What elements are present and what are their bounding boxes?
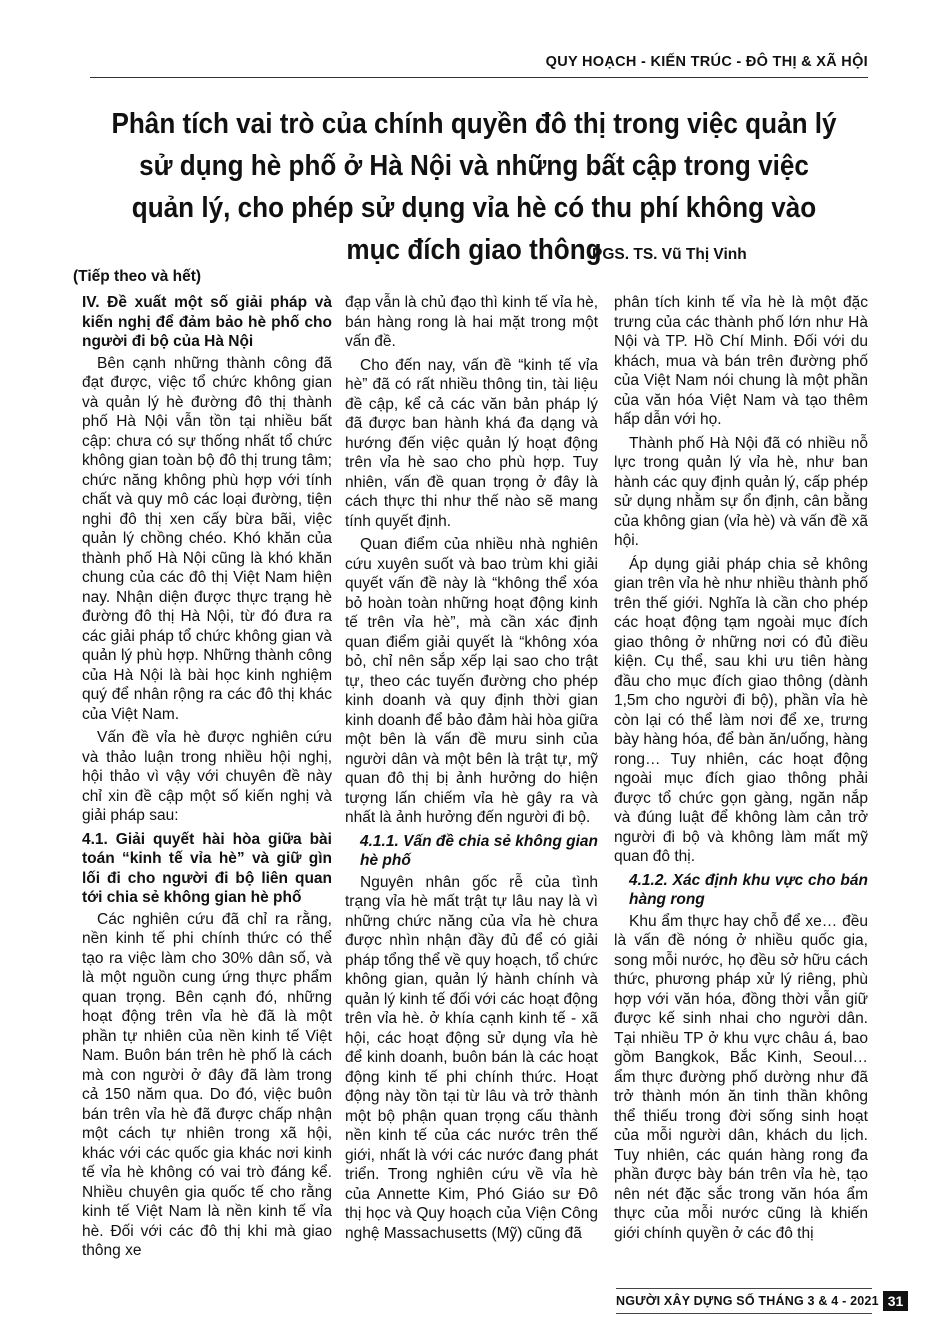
author: PGS. TS. Vũ Thị Vinh xyxy=(592,246,747,263)
page-footer xyxy=(616,1288,904,1314)
column-2 xyxy=(345,293,598,1247)
article-title: Phân tích vai trò của chính quyền đô thị trong việc quản lý sử dụng hè phố ở Hà Nội và những bất cập trong việc quản lý, cho phép sử dụng vỉa hè có thu phí không vào mục đích giao thông xyxy=(111,108,837,266)
paragraph: Vấn đề vỉa hè được nghiên cứu và thảo luận trong nhiều hội nghị, hội thảo vì vậy với chuyên đề này chỉ xin đề cập một số kiến nghị và giải pháp sau: xyxy=(82,729,332,824)
paragraph: Cho đến nay, vấn đề “kinh tế vỉa hè” đã có rất nhiều thông tin, tài liệu đề cập, kể cả các văn bản pháp lý đã được ban hành khá đa dạng và hướng đến việc quản lý hoạt động trên vỉa hè sao cho phù hợp. Tuy nhiên, vấn đề quan trọng ở đây là cách thực thi như thế nào sẽ mang tính quyết định. xyxy=(345,356,598,530)
paragraph: phân tích kinh tế vỉa hè là một đặc trưng của các thành phố lớn như Hà Nội và TP. Hồ Chí Minh. Đối với du khách, mua và bán trên đường phố của Việt Nam nói chung là một phần của văn hóa Việt Nam và tạo thêm hấp dẫn với họ. xyxy=(614,294,868,428)
heading-section-iv: IV. Đề xuất một số giải pháp và kiến nghị để đảm bảo hè phố cho người đi bộ của Hà Nội xyxy=(82,294,332,350)
paragraph: Quan điểm của nhiều nhà nghiên cứu xuyên suốt và bao trùm khi giải quyết vấn đề này là “không thể xóa bỏ hoàn toàn những hoạt động kinh tế trên vỉa hè”, mà cần xác định quan điểm giải quyết là “không xóa bỏ, chỉ nên sắp xếp lại sao cho trật tự, theo các tuyến đường cho phép kinh doanh và quy định thời gian kinh doanh để bảo đảm hài hòa giữa một bên là vấn đề mưu sinh của người dân và một bên là trật tự, mỹ quan đô thị bị ảnh hưởng do hiện tượng lấn chiếm vỉa hè gây ra và nhất là ảnh hưởng đến người đi bộ. xyxy=(345,536,598,826)
paragraph: Áp dụng giải pháp chia sẻ không gian trên vỉa hè như nhiều thành phố trên thế giới. Nghĩa là cần cho phép các hoạt động tạm ngoài mục đích giao thông ở những nơi có đủ điều kiện. Cụ thể, sau khi ưu tiên hàng đầu cho mục đích giao thông (dành 1,5m cho người đi bộ), phần vỉa hè còn lại có thể làm nơi để xe, trưng bày hàng hóa, để bàn ăn/uống, hàng rong… Tuy nhiên, các hoạt động ngoài mục đích giao thông phải được tổ chức gọn gàng, ngăn nắp và đúng luật để không làm cản trở người đi bộ và không làm mất mỹ quan đô thị. xyxy=(614,555,868,865)
heading-4-1-1: 4.1.1. Vấn đề chia sẻ không gian hè phố xyxy=(360,832,598,869)
paragraph: Các nghiên cứu đã chỉ ra rằng, nền kinh tế phi chính thức có thể tạo ra việc làm cho 30% dân số, và là một nguồn cung ứng thực phẩm quan trọng. Bên cạnh đó, những hoạt động trên vỉa hè đã là một phần tự nhiên của nền kinh tế Việt Nam. Buôn bán trên hè phố là cách mà con người ở đây đã làm trong cả 150 năm qua. Do đó, việc buôn bán trên vỉa hè đã được chấp nhận một cách tự nhiên trong xã hội, khác với các quốc gia khác nơi kinh tế vỉa hè không có vai trò đáng kể. Nhiều chuyên gia quốc tế cho rằng kinh tế Việt Nam là nền kinh tế vỉa hè. Đối với các đô thị khi mà giao thông xe xyxy=(82,910,332,1259)
header-rule xyxy=(90,77,868,78)
continued-note: (Tiếp theo và hết) xyxy=(73,268,202,285)
paragraph: Nguyên nhân gốc rễ của tình trạng vỉa hè mất trật tự lâu nay là vì những chức năng của vỉa hè chưa được nhìn nhận đầy đủ để có giải pháp tổng thể về quy hoạch, tổ chức không gian, quản lý hành chính và quản lý kinh tế đối với các hoạt động trên vỉa hè. ở khía cạnh kinh tế - xã hội, các hoạt động sử dụng vỉa hè để kinh doanh, buôn bán là các hoạt động kinh tế phi chính thức. Hoạt động này tồn tại từ lâu và trở thành một bộ phận quan trọng cấu thành nền kinh tế của các nước trên thế giới, nhất là với các nước đang phát triển. Trong nghiên cứu về vỉa hè của Annette Kim, Phó Giáo sư Đô thị học và Quy hoạch của Viện Công nghệ Massachusetts (Mỹ) cũng đã xyxy=(345,873,598,1242)
heading-4-1: 4.1. Giải quyết hài hòa giữa bài toán “kinh tế vỉa hè” và giữ gìn lối đi cho người đi bộ liên quan tới chia sẻ không gian hè phố xyxy=(82,830,332,906)
publication-info: NGƯỜI XÂY DỰNG SỐ THÁNG 3 & 4 - 2021 xyxy=(616,1294,879,1308)
paragraph: đạp vẫn là chủ đạo thì kinh tế vỉa hè, bán hàng rong là hai mặt trong một vấn đề. xyxy=(345,294,598,350)
page-number: 31 xyxy=(883,1291,909,1311)
section-header: QUY HOẠCH - KIẾN TRÚC - ĐÔ THỊ & XÃ HỘI xyxy=(545,54,868,70)
heading-4-1-2: 4.1.2. Xác định khu vực cho bán hàng rong xyxy=(629,871,868,908)
column-3 xyxy=(614,293,868,1247)
column-1 xyxy=(82,293,332,1265)
paragraph: Thành phố Hà Nội đã có nhiều nỗ lực trong quản lý vỉa hè, như ban hành các quy định quản lý, cấp phép sử dụng nhằm sự ổn định, cân bằng của không gian (vỉa hè) và vấn đề xã hội. xyxy=(614,434,868,549)
paragraph: Bên cạnh những thành công đã đạt được, việc tổ chức không gian và quản lý hè đường đô thị thành phố Hà Nội vẫn tồn tại nhiều bất cập: chưa có sự thống nhất tổ chức không gian toàn bộ đô thị trung tâm; chức năng không phù hợp với tính chất và quy mô các loại đường, tiện nghi đô thị xen cấy bừa bãi, việc quản lý chồng chéo. Khó khăn của thành phố Hà Nội cũng là khó khăn chung của các đô thị Việt Nam hiện nay. Nhận diện được thực trạng hè đường đô thị Hà Nội, từ đó đưa ra các giải pháp tổ chức không gian và quản lý phù hợp. Những thành công của Hà Nội là bài học kinh nghiệm quý để nhân rộng ra các đô thị khác của Việt Nam. xyxy=(82,354,332,723)
paragraph: Khu ẩm thực hay chỗ để xe… đều là vấn đề nóng ở nhiều quốc gia, song mỗi nước, họ đều sở hữu cách thức, phương pháp xử lý riêng, phù hợp với văn hóa, đồng thời vẫn giữ được kế sinh nhai cho người dân. Tại nhiều TP ở khu vực châu á, bao gồm Bangkok, Bắc Kinh, Seoul… ẩm thực đường phố dường như đã trở thành món ăn tinh thần không thể thiếu trong đời sống sinh hoạt của mỗi người dân, khách du lịch. Tuy nhiên, các quán hàng rong đa phần được bày bán trên vỉa hè, tạo nên nét đặc sắc trong văn hóa ẩm thực của mỗi nước cũng là khiến giới chính quyền ở các đô thị xyxy=(614,912,868,1242)
